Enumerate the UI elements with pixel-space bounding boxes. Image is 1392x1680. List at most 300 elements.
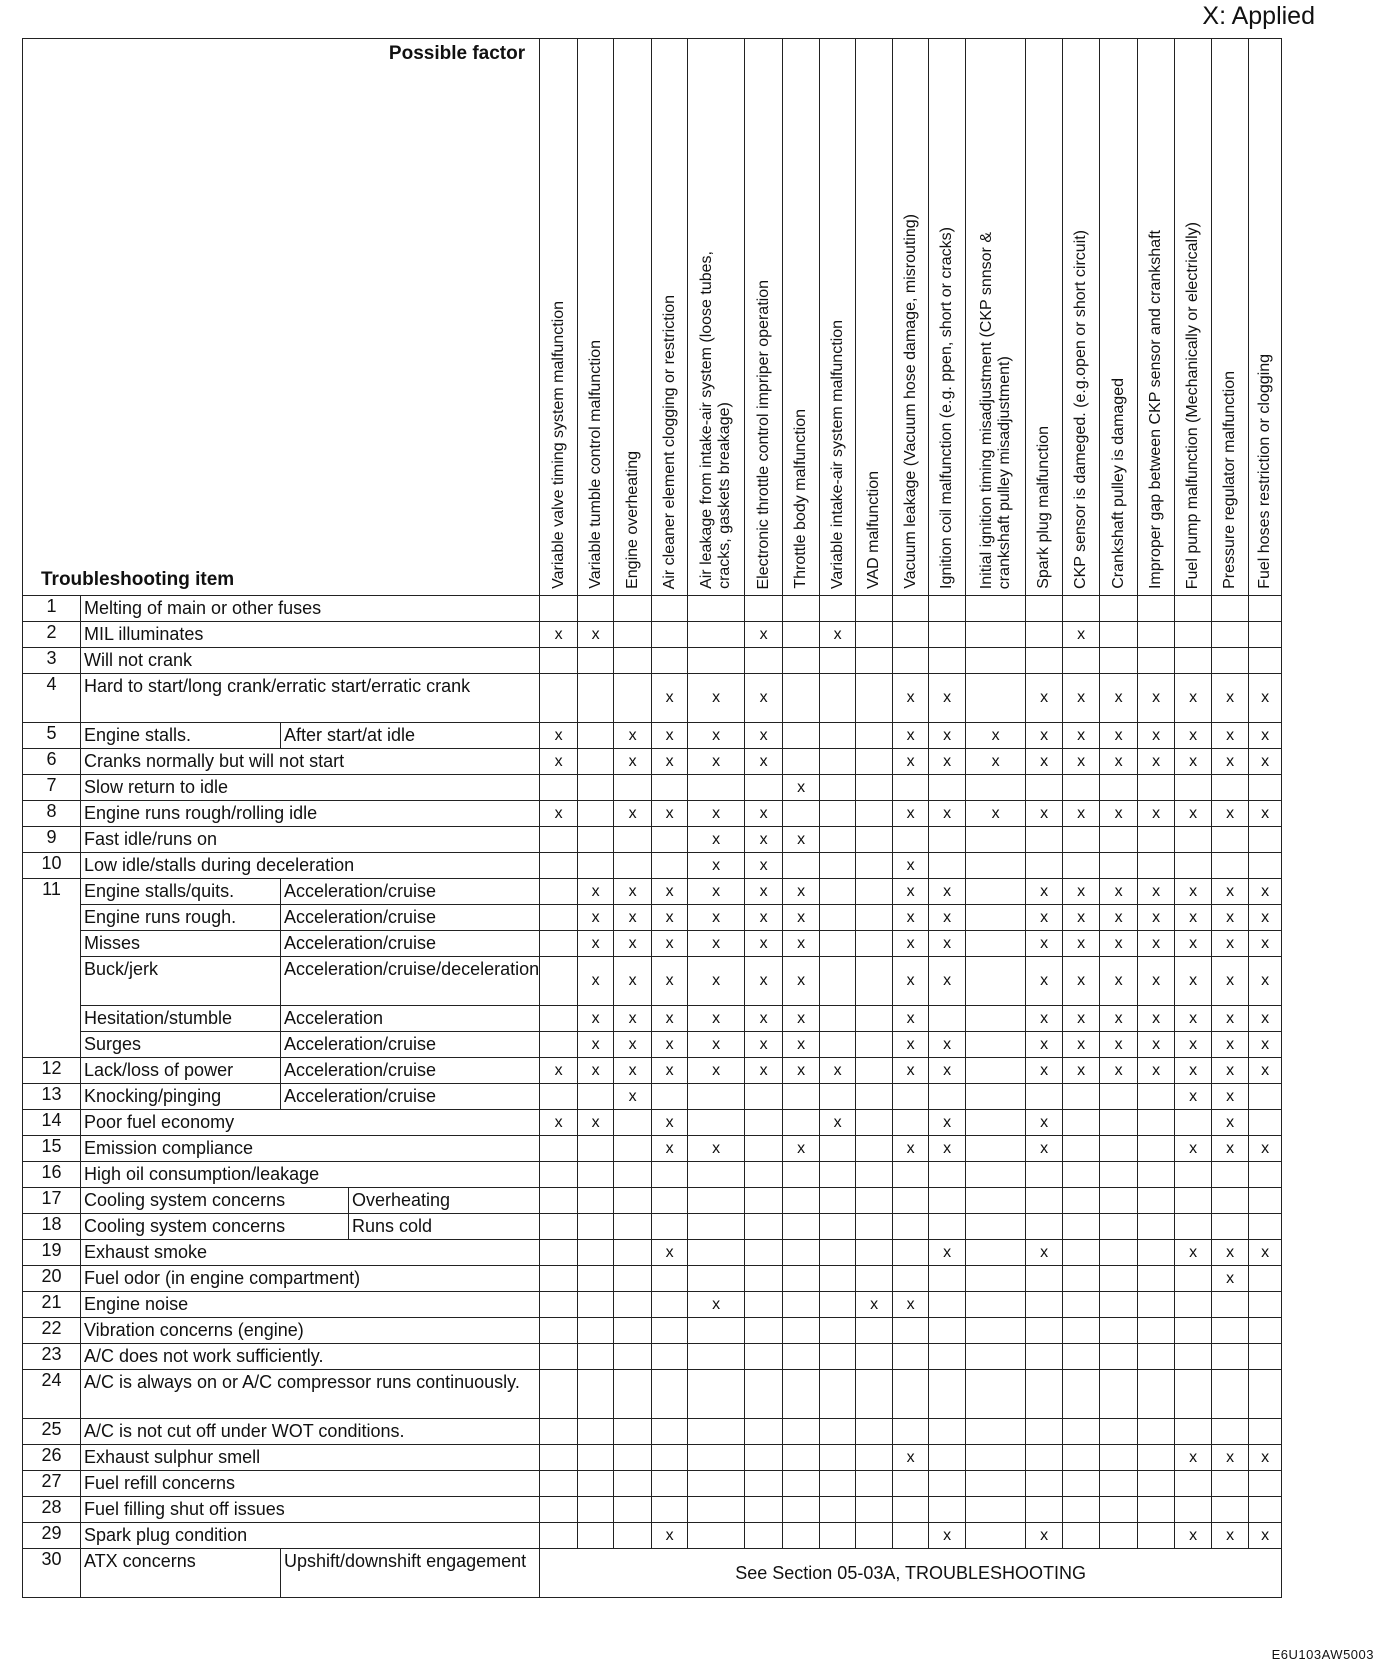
mark-cell <box>820 1162 856 1188</box>
mark-cell <box>540 905 578 931</box>
troubleshooting-item: Spark plug condition <box>81 1523 540 1549</box>
mark-cell <box>578 596 614 622</box>
mark-cell <box>966 853 1026 879</box>
table-row <box>23 775 1282 801</box>
mark-cell: x <box>1249 905 1282 931</box>
mark-cell: x <box>783 1032 820 1058</box>
factor-header-5 <box>688 39 745 596</box>
mark-cell: x <box>1063 1058 1100 1084</box>
mark-cell: x <box>929 801 966 827</box>
mark-cell <box>783 622 820 648</box>
mark-cell: x <box>1026 674 1063 723</box>
mark-cell <box>578 1318 614 1344</box>
mark-cell <box>820 931 856 957</box>
mark-cell <box>1063 1162 1100 1188</box>
legend-applied: X: Applied <box>1202 2 1315 30</box>
troubleshooting-item: Slow return to idle <box>81 775 540 801</box>
row-number: 5 <box>23 723 81 749</box>
mark-cell <box>1026 648 1063 674</box>
mark-cell <box>745 1240 783 1266</box>
mark-cell <box>1063 1370 1100 1419</box>
mark-cell <box>578 648 614 674</box>
mark-cell <box>893 596 929 622</box>
mark-cell: x <box>1100 931 1138 957</box>
mark-cell: x <box>783 1006 820 1032</box>
mark-cell <box>540 1445 578 1471</box>
mark-cell <box>1100 1370 1138 1419</box>
mark-cell <box>783 1266 820 1292</box>
troubleshooting-item: Vibration concerns (engine) <box>81 1318 540 1344</box>
mark-cell <box>1100 1497 1138 1523</box>
mark-cell <box>745 1162 783 1188</box>
table-row <box>23 1136 1282 1162</box>
mark-cell <box>688 1445 745 1471</box>
mark-cell <box>783 1344 820 1370</box>
mark-cell: x <box>652 723 688 749</box>
mark-cell <box>1175 1370 1212 1419</box>
mark-cell <box>540 1471 578 1497</box>
mark-cell <box>1100 1471 1138 1497</box>
mark-cell: x <box>688 957 745 1006</box>
mark-cell: x <box>614 749 652 775</box>
header-corner-cell <box>23 39 540 596</box>
mark-cell <box>688 1370 745 1419</box>
mark-cell <box>966 674 1026 723</box>
mark-cell: x <box>783 957 820 1006</box>
mark-cell <box>929 827 966 853</box>
mark-cell: x <box>688 905 745 931</box>
mark-cell <box>745 1370 783 1419</box>
mark-cell <box>1249 622 1282 648</box>
mark-cell <box>688 1419 745 1445</box>
mark-cell <box>1249 1497 1282 1523</box>
mark-cell <box>929 1445 966 1471</box>
mark-cell: x <box>1138 879 1175 905</box>
mark-cell: x <box>966 749 1026 775</box>
condition: Acceleration/cruise <box>281 1084 540 1110</box>
mark-cell <box>614 1266 652 1292</box>
mark-cell <box>783 1214 820 1240</box>
mark-cell: x <box>1212 1445 1249 1471</box>
mark-cell <box>1100 775 1138 801</box>
mark-cell <box>1138 827 1175 853</box>
mark-cell: x <box>540 801 578 827</box>
row-number: 25 <box>23 1419 81 1445</box>
factor-header-8 <box>820 39 856 596</box>
mark-cell <box>688 1318 745 1344</box>
mark-cell: x <box>614 801 652 827</box>
mark-cell <box>578 1344 614 1370</box>
mark-cell: x <box>1100 723 1138 749</box>
mark-cell: x <box>929 905 966 931</box>
mark-cell: x <box>578 1058 614 1084</box>
mark-cell <box>820 749 856 775</box>
condition: Acceleration <box>281 1006 540 1032</box>
mark-cell <box>745 1136 783 1162</box>
troubleshooting-item: Engine runs rough/rolling idle <box>81 801 540 827</box>
mark-cell <box>893 1110 929 1136</box>
troubleshooting-item: Misses <box>81 931 281 957</box>
mark-cell <box>578 1084 614 1110</box>
condition: Acceleration/cruise/deceleration <box>281 957 540 1006</box>
mark-cell <box>856 775 893 801</box>
mark-cell <box>1063 1136 1100 1162</box>
troubleshooting-matrix-table <box>22 38 1282 1598</box>
table-row <box>23 1032 1282 1058</box>
mark-cell: x <box>1063 622 1100 648</box>
factor-header-11 <box>929 39 966 596</box>
row-number: 3 <box>23 648 81 674</box>
mark-cell <box>614 1445 652 1471</box>
mark-cell <box>1175 1318 1212 1344</box>
mark-cell <box>893 775 929 801</box>
mark-cell <box>540 648 578 674</box>
troubleshooting-item: Engine stalls. <box>81 723 281 749</box>
mark-cell: x <box>1100 801 1138 827</box>
mark-cell <box>614 1318 652 1344</box>
mark-cell: x <box>578 1006 614 1032</box>
mark-cell <box>614 1292 652 1318</box>
table-row <box>23 1445 1282 1471</box>
mark-cell <box>1138 622 1175 648</box>
mark-cell <box>1138 1523 1175 1549</box>
mark-cell <box>540 957 578 1006</box>
row-number: 14 <box>23 1110 81 1136</box>
mark-cell <box>614 1497 652 1523</box>
mark-cell <box>1100 1110 1138 1136</box>
mark-cell <box>652 1419 688 1445</box>
troubleshooting-item <box>81 1214 540 1240</box>
mark-cell <box>652 1445 688 1471</box>
mark-cell <box>929 1497 966 1523</box>
mark-cell: x <box>1138 749 1175 775</box>
mark-cell <box>966 1136 1026 1162</box>
mark-cell <box>1026 1188 1063 1214</box>
mark-cell: x <box>1212 1006 1249 1032</box>
mark-cell <box>856 1136 893 1162</box>
mark-cell <box>578 723 614 749</box>
mark-cell <box>783 1110 820 1136</box>
mark-cell <box>688 596 745 622</box>
mark-cell: x <box>578 931 614 957</box>
row-number: 26 <box>23 1445 81 1471</box>
table-row <box>23 1240 1282 1266</box>
mark-cell <box>820 1188 856 1214</box>
mark-cell <box>966 1032 1026 1058</box>
mark-cell: x <box>1212 801 1249 827</box>
mark-cell <box>652 1497 688 1523</box>
mark-cell <box>1138 853 1175 879</box>
mark-cell: x <box>1175 1136 1212 1162</box>
mark-cell <box>1100 648 1138 674</box>
row-number: 19 <box>23 1240 81 1266</box>
mark-cell <box>578 1214 614 1240</box>
mark-cell <box>1249 1318 1282 1344</box>
mark-cell <box>820 674 856 723</box>
mark-cell <box>929 1419 966 1445</box>
mark-cell <box>540 1214 578 1240</box>
table-row <box>23 1471 1282 1497</box>
mark-cell <box>1212 853 1249 879</box>
mark-cell: x <box>540 1110 578 1136</box>
figure-code: E6U103AW5003 <box>1271 1647 1374 1662</box>
mark-cell <box>1175 1162 1212 1188</box>
mark-cell: x <box>688 801 745 827</box>
mark-cell <box>966 1162 1026 1188</box>
mark-cell <box>1212 1318 1249 1344</box>
table-row <box>23 1523 1282 1549</box>
mark-cell <box>540 1006 578 1032</box>
mark-cell <box>783 1419 820 1445</box>
mark-cell <box>745 596 783 622</box>
mark-cell <box>614 1136 652 1162</box>
mark-cell <box>1100 1318 1138 1344</box>
row-number: 28 <box>23 1497 81 1523</box>
mark-cell <box>1063 1240 1100 1266</box>
mark-cell: x <box>893 1032 929 1058</box>
mark-cell <box>856 1471 893 1497</box>
mark-cell <box>1138 1240 1175 1266</box>
mark-cell <box>929 1162 966 1188</box>
mark-cell: x <box>1175 801 1212 827</box>
mark-cell: x <box>893 931 929 957</box>
mark-cell <box>1026 1292 1063 1318</box>
table-row <box>23 1419 1282 1445</box>
mark-cell: x <box>578 905 614 931</box>
mark-cell <box>688 1084 745 1110</box>
troubleshooting-item: A/C is always on or A/C compressor runs continuously. <box>81 1370 540 1419</box>
mark-cell <box>929 1292 966 1318</box>
factor-header-19 <box>1249 39 1282 596</box>
mark-cell: x <box>783 905 820 931</box>
mark-cell: x <box>688 853 745 879</box>
mark-cell: x <box>745 853 783 879</box>
mark-cell: x <box>820 1058 856 1084</box>
mark-cell <box>820 1214 856 1240</box>
factor-label: Air cleaner element clogging or restriction <box>660 294 678 589</box>
mark-cell <box>540 1136 578 1162</box>
factor-label: Fuel hoses restriction or clogging <box>1256 354 1274 589</box>
mark-cell <box>614 1214 652 1240</box>
mark-cell <box>745 1318 783 1344</box>
row-number: 1 <box>23 596 81 622</box>
mark-cell <box>856 1370 893 1419</box>
mark-cell: x <box>652 1032 688 1058</box>
mark-cell <box>540 1084 578 1110</box>
mark-cell: x <box>1175 1523 1212 1549</box>
mark-cell <box>1138 1084 1175 1110</box>
mark-cell: x <box>652 1110 688 1136</box>
mark-cell: x <box>1175 1445 1212 1471</box>
mark-cell: x <box>1212 749 1249 775</box>
mark-cell <box>1063 1266 1100 1292</box>
mark-cell <box>614 1162 652 1188</box>
mark-cell <box>745 1214 783 1240</box>
mark-cell <box>783 648 820 674</box>
mark-cell <box>783 1318 820 1344</box>
mark-cell: x <box>652 674 688 723</box>
row-number: 12 <box>23 1058 81 1084</box>
troubleshooting-item-text: Cooling system concerns <box>81 1214 349 1239</box>
mark-cell <box>893 1497 929 1523</box>
mark-cell: x <box>1063 957 1100 1006</box>
mark-cell <box>1063 1188 1100 1214</box>
mark-cell <box>1175 1292 1212 1318</box>
mark-cell <box>1175 1110 1212 1136</box>
factor-label: Vacuum leakage (Vacuum hose damage, misrouting) <box>901 214 919 589</box>
mark-cell <box>1026 1266 1063 1292</box>
mark-cell: x <box>1212 1110 1249 1136</box>
mark-cell <box>1249 1162 1282 1188</box>
mark-cell <box>820 853 856 879</box>
mark-cell <box>540 1292 578 1318</box>
mark-cell <box>652 648 688 674</box>
mark-cell <box>966 879 1026 905</box>
mark-cell: x <box>652 1006 688 1032</box>
factor-header-10 <box>893 39 929 596</box>
mark-cell <box>614 1344 652 1370</box>
mark-cell: x <box>614 1006 652 1032</box>
mark-cell <box>966 827 1026 853</box>
mark-cell <box>540 931 578 957</box>
troubleshooting-item: Exhaust smoke <box>81 1240 540 1266</box>
mark-cell <box>688 648 745 674</box>
mark-cell <box>745 1497 783 1523</box>
row-number: 29 <box>23 1523 81 1549</box>
mark-cell: x <box>1212 1058 1249 1084</box>
mark-cell <box>856 931 893 957</box>
row-number: 17 <box>23 1188 81 1214</box>
row-number: 30 <box>23 1549 81 1598</box>
mark-cell <box>1138 1110 1175 1136</box>
mark-cell <box>1026 1445 1063 1471</box>
mark-cell: x <box>652 905 688 931</box>
mark-cell <box>1175 1497 1212 1523</box>
mark-cell <box>783 1188 820 1214</box>
mark-cell: x <box>856 1292 893 1318</box>
table-row <box>23 674 1282 723</box>
mark-cell: x <box>1249 931 1282 957</box>
mark-cell <box>856 1214 893 1240</box>
mark-cell <box>540 879 578 905</box>
mark-cell <box>614 1523 652 1549</box>
mark-cell <box>929 1084 966 1110</box>
mark-cell <box>820 905 856 931</box>
table-row <box>23 648 1282 674</box>
mark-cell <box>652 1084 688 1110</box>
mark-cell <box>1063 1214 1100 1240</box>
table-row <box>23 622 1282 648</box>
mark-cell: x <box>1212 1266 1249 1292</box>
mark-cell: x <box>1063 801 1100 827</box>
condition: Acceleration/cruise <box>281 1032 540 1058</box>
table-row <box>23 879 1282 905</box>
troubleshooting-item: Fuel refill concerns <box>81 1471 540 1497</box>
mark-cell <box>614 827 652 853</box>
mark-cell: x <box>688 931 745 957</box>
mark-cell: x <box>893 879 929 905</box>
mark-cell <box>1063 1497 1100 1523</box>
mark-cell: x <box>929 1110 966 1136</box>
factor-header-12 <box>966 39 1026 596</box>
mark-cell <box>1138 1188 1175 1214</box>
mark-cell <box>688 1266 745 1292</box>
table-row <box>23 1006 1282 1032</box>
mark-cell <box>578 1162 614 1188</box>
mark-cell: x <box>1212 1032 1249 1058</box>
mark-cell <box>1026 1370 1063 1419</box>
mark-cell <box>893 1214 929 1240</box>
row-number: 20 <box>23 1266 81 1292</box>
mark-cell <box>1175 1214 1212 1240</box>
mark-cell: x <box>1175 1006 1212 1032</box>
mark-cell <box>966 1188 1026 1214</box>
row-number: 10 <box>23 853 81 879</box>
mark-cell <box>652 1214 688 1240</box>
mark-cell: x <box>1249 1240 1282 1266</box>
table-row <box>23 1214 1282 1240</box>
troubleshooting-item: Melting of main or other fuses <box>81 596 540 622</box>
troubleshooting-item: Engine runs rough. <box>81 905 281 931</box>
mark-cell <box>893 1370 929 1419</box>
mark-cell: x <box>929 931 966 957</box>
mark-cell <box>966 957 1026 1006</box>
mark-cell: x <box>1175 1058 1212 1084</box>
mark-cell <box>1138 1162 1175 1188</box>
factor-header-3 <box>614 39 652 596</box>
mark-cell <box>652 1344 688 1370</box>
mark-cell: x <box>893 1136 929 1162</box>
factor-label: Pressure regulator malfunction <box>1221 371 1239 589</box>
mark-cell <box>1063 1110 1100 1136</box>
mark-cell <box>856 1058 893 1084</box>
mark-cell <box>966 1084 1026 1110</box>
mark-cell <box>1100 1214 1138 1240</box>
mark-cell <box>783 1292 820 1318</box>
mark-cell <box>1175 1471 1212 1497</box>
mark-cell: x <box>929 674 966 723</box>
mark-cell <box>820 1084 856 1110</box>
factor-label: Initial ignition timing misadjustment (CKP snnsor & crankshaft pulley misadjustment) <box>977 231 1013 589</box>
mark-cell <box>652 853 688 879</box>
mark-cell: x <box>652 931 688 957</box>
mark-cell: x <box>1138 957 1175 1006</box>
mark-cell: x <box>1100 674 1138 723</box>
mark-cell <box>1212 596 1249 622</box>
mark-cell <box>1063 648 1100 674</box>
mark-cell: x <box>1175 1032 1212 1058</box>
mark-cell: x <box>929 1058 966 1084</box>
mark-cell <box>1100 1523 1138 1549</box>
factor-label: Air leakage from intake-air system (loose tubes, cracks, gaskets breakage) <box>698 251 734 589</box>
mark-cell <box>856 1240 893 1266</box>
table-row <box>23 1318 1282 1344</box>
mark-cell <box>1026 596 1063 622</box>
mark-cell <box>1212 827 1249 853</box>
mark-cell <box>966 1266 1026 1292</box>
mark-cell <box>578 1188 614 1214</box>
mark-cell <box>856 1084 893 1110</box>
mark-cell: x <box>745 957 783 1006</box>
mark-cell <box>820 1370 856 1419</box>
mark-cell <box>1063 1084 1100 1110</box>
mark-cell <box>856 1318 893 1344</box>
mark-cell <box>1212 1292 1249 1318</box>
troubleshooting-item: Low idle/stalls during deceleration <box>81 853 540 879</box>
mark-cell: x <box>1026 1523 1063 1549</box>
mark-cell: x <box>1212 957 1249 1006</box>
mark-cell <box>578 1471 614 1497</box>
